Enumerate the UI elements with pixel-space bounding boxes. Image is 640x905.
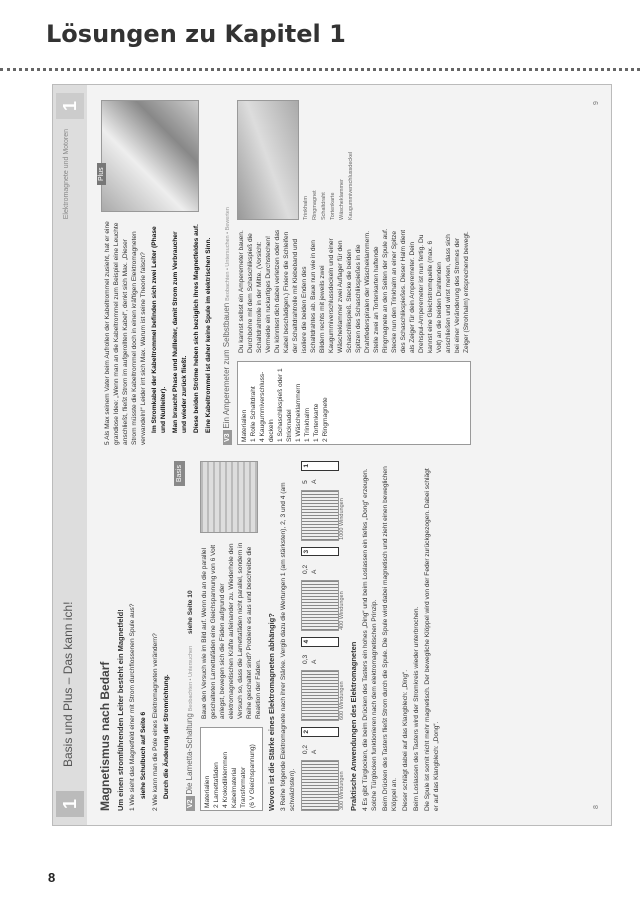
v2-title: Die Lametta-Schaltung [185,713,194,795]
coil-2 [301,670,345,721]
coil-2-current: 0,3 A [302,654,318,665]
cloze-line-2: Dieser schlägt dabei auf das Klangblech: „Ding“. [402,669,409,811]
question-heading: Um einen stromführenden Leiter besteht ein Magnetfeld! [116,609,125,811]
coil-3-current: 0,2 A [302,564,318,574]
coil-1-windings: 300 Windungen [339,771,345,810]
task-2: 2 Wie kann man die Pole eines Elektromagneten verändern? [152,633,159,811]
rotated-worksheet [53,85,611,825]
coil-row [301,461,345,811]
chapter-subtitle: Elektromagnete und Motoren [63,129,70,220]
v2-materials: Materialien 2 Lamettafäden 4 Krokodilklemmen Kabelmaterial Transformator (6 V Gleichspannung) [200,727,263,811]
v3-materials: Materialien 1 Rolle Schaltdraht 4 Kaugummiverschluss-deckeln 1 Schaschlikspieß oder 1 Stricknadel 1 Wäscheklammern 1 Trinkhalm 1 Tortenkarte 2 Ringmagnete [237,361,471,445]
coil-4 [301,490,345,541]
cloze-line-1: Beim Drücken des Tasters fließt Strom durch die Spule. Die Spule wird dabei magnetisch und zieht einen beweglichen Klöppel an. [382,466,398,811]
page-number-right: 9 [593,101,600,105]
cloze-line-4: Die Spule ist somit nicht mehr magnetisch. Der bewegliche Klöppel wird von der Feder zurückgezogen. Dabei schlägt er auf das Klangblech: „Dong“. [424,468,440,811]
task-5-block [101,100,216,445]
v2-header [185,461,196,811]
task-2-answer: Durch die Änderung der Stromrichtung. [163,674,170,799]
right-column [101,100,475,445]
fig-label-5: Wäscheklammer [339,179,345,220]
chapter-strip [53,85,87,825]
ammeter-photo [237,100,299,220]
coil-3-rank: 3 [301,547,339,557]
v2-figure [200,461,258,533]
v2-text: Baue den Versuch wie im Bild auf. Wenn du an die parallel geschalteten Lamettafäden eine Gleichspannung von 6 Volt anlegst, bewegen sich die Fäden aufgrund der elektromagnetischen Kräfte aufeinander zu. Wiederhole den Versuch so, dass die Lamettafäden nicht parallel, sondern in Reihe geschaltet sind? Probiere es aus und beschreibe die Reaktion der Fäden. [201,542,262,719]
v3-tag: V3 [223,430,232,445]
fig-label-3: Schaltdraht [321,192,327,220]
coil-1-rank: 2 [301,727,339,737]
coil-4-current: 5 A [302,479,318,484]
task-5-answer-2: Man braucht Phase und Nullleiter, damit Strom zum Verbraucher und wieder zurück fließt. [172,231,188,433]
coil-3 [301,580,345,631]
left-column [98,461,443,811]
coil-2-rank: 4 [301,637,339,647]
strength-heading: Wovon ist die Stärke eines Elektromagneten abhängig? [267,613,276,811]
task-5-answer-3: Diese beiden Ströme heben sich bezüglich ihres Magnetfeldes auf. [193,224,200,433]
fig-label-2: Ringmagnet [312,190,318,220]
chapter-number: 1 [56,791,84,817]
ammeter-figure [237,100,471,220]
task-5-answer-1: Im Stromkabel der Kabeltrommel befinden sich zwei Leiter (Phase und Nullleiter). [151,226,167,433]
chapter-number-right: 1 [56,93,84,119]
task-5-answer-4: Eine Kabeltrommel ist daher keine Spule im elektrischen Sinn. [205,237,212,433]
fig-label-6: Kaugummiverschlussdeckel [348,151,354,220]
page-title: Lösungen zu Kapitel 1 [46,20,346,48]
v3-title: Ein Amperemeter zum Selbstbauen [222,302,231,429]
v3-text: Du kannst selbst ein Amperemeter bauen. Durchbohre mit dem Schaschlikspieß die Schaltdrahtrolle in der Mitte. (Vorsicht: Vermeide ein ruckartiges Durchstechen! Du könntest dich dabei verletzen oder das Kabel beschädigen.) Fixiere die Schleifen der Schaltdrahtrolle mit Klebeband und isoliere die beiden Enden des Schaltdrahtes ab. Baue nun wie in den Bildern rechts mit jeweils zwei Kaugummiverschlussdeckeln und einer Wäscheklammer zwei Auflager für den Schaschlikspieß. Stecke die beiden Spitzen des Schaschlikspießes in die Drahtfederspiralen der Wäscheklammern. Stelle zwei an Tortenkarten haftende Ringmagnete an den Seiten der Spule auf. Stecke nun den Trinkhalm an einer Spitze des Schaschlikspießes. Dieser Halm dient als Zeiger für dein Amperemeter. Dein Drehspul-Amperemeter ist nun fertig. Du kannst eine Gleichstromquelle (max. 6 Volt) an die beiden Drahtenden anschließen und wirst merken, dass sich bei einer Veränderung des Stromes der Zeiger (Strohhalm) entsprechend bewegt. [238,228,470,353]
v3-meta: Beobachten • Untersuchen • Bewerten [225,207,231,301]
task-1: 1 Wie sieht das Magnetfeld einer mit Strom durchflossenen Spule aus? [129,603,136,811]
cable-reel-photo [101,100,199,212]
task-5: 5 Als Max seinem Vater beim Aufrollen der Kabeltrommel zusieht, hat er eine grandiose Idee: „Wenn man an die Kabeltrommel zum Beispiel eine Leuchte anschließt, fließt Strom im aufgerollten Kabel“, denkt sich Max. „Dieser Strom müsste die Kabeltrommel doch in einen kräftigen Elektromagneten verwandeln!“ Leider irrt sich Max. Warum ist seine Theorie falsch? [104,221,147,445]
section-title: Magnetismus nach Bedarf [98,661,112,811]
coil-1 [301,760,345,811]
fig-label-1: Trinkhalm [303,196,309,220]
chapter-title: Basis und Plus – Das kann ich! [61,601,75,767]
v2-body [200,461,263,811]
v2-tag: V2 [186,796,195,811]
coil-4-rank: 1 [301,461,339,471]
footer-page-number: 8 [48,870,56,885]
v2-answer: siehe Seite 10 [187,590,194,634]
page-number-left: 8 [593,805,600,809]
basis-badge: Basis [174,461,185,486]
task-1-answer: siehe Schulbuch auf Seite 6 [140,711,147,799]
apps-heading: Praktische Anwendungen des Elektromagneten [349,641,358,811]
header-divider [0,56,640,71]
v2-meta: Beobachten • Untersuchen [188,645,194,712]
cloze-line-3: Beim Loslassen des Tasters wird der Stromkreis wieder unterbrochen. [413,606,420,811]
v3-header [222,100,233,445]
v3-body [237,100,471,445]
coil-3-windings: 400 Windungen [339,591,345,630]
coil-4-windings: 1000 Windungen [339,498,345,540]
fig-label-4: Tortenkarte [330,192,336,220]
plus-badge: Plus [97,163,106,185]
coil-1-current: 0,2 A [302,744,318,755]
task-4: 4 Es gibt Türglocken, die beim Drücken des Tasters ein hohes „Ding“ und beim Loslassen ein tiefes „Dong“ erzeugen. Solche Türglocken funktionieren nach dem elektromagnetischen Prinzip. [362,468,378,811]
task-3: 3 Reihe folgende Elektromagnete nach ihrer Stärke. Vergib dazu die Wertungen 1 (am stärksten), 2, 3 und 4 (am schwächsten). [280,482,296,811]
worksheet-scan [52,84,612,826]
coil-2-windings: 600 Windungen [339,681,345,720]
